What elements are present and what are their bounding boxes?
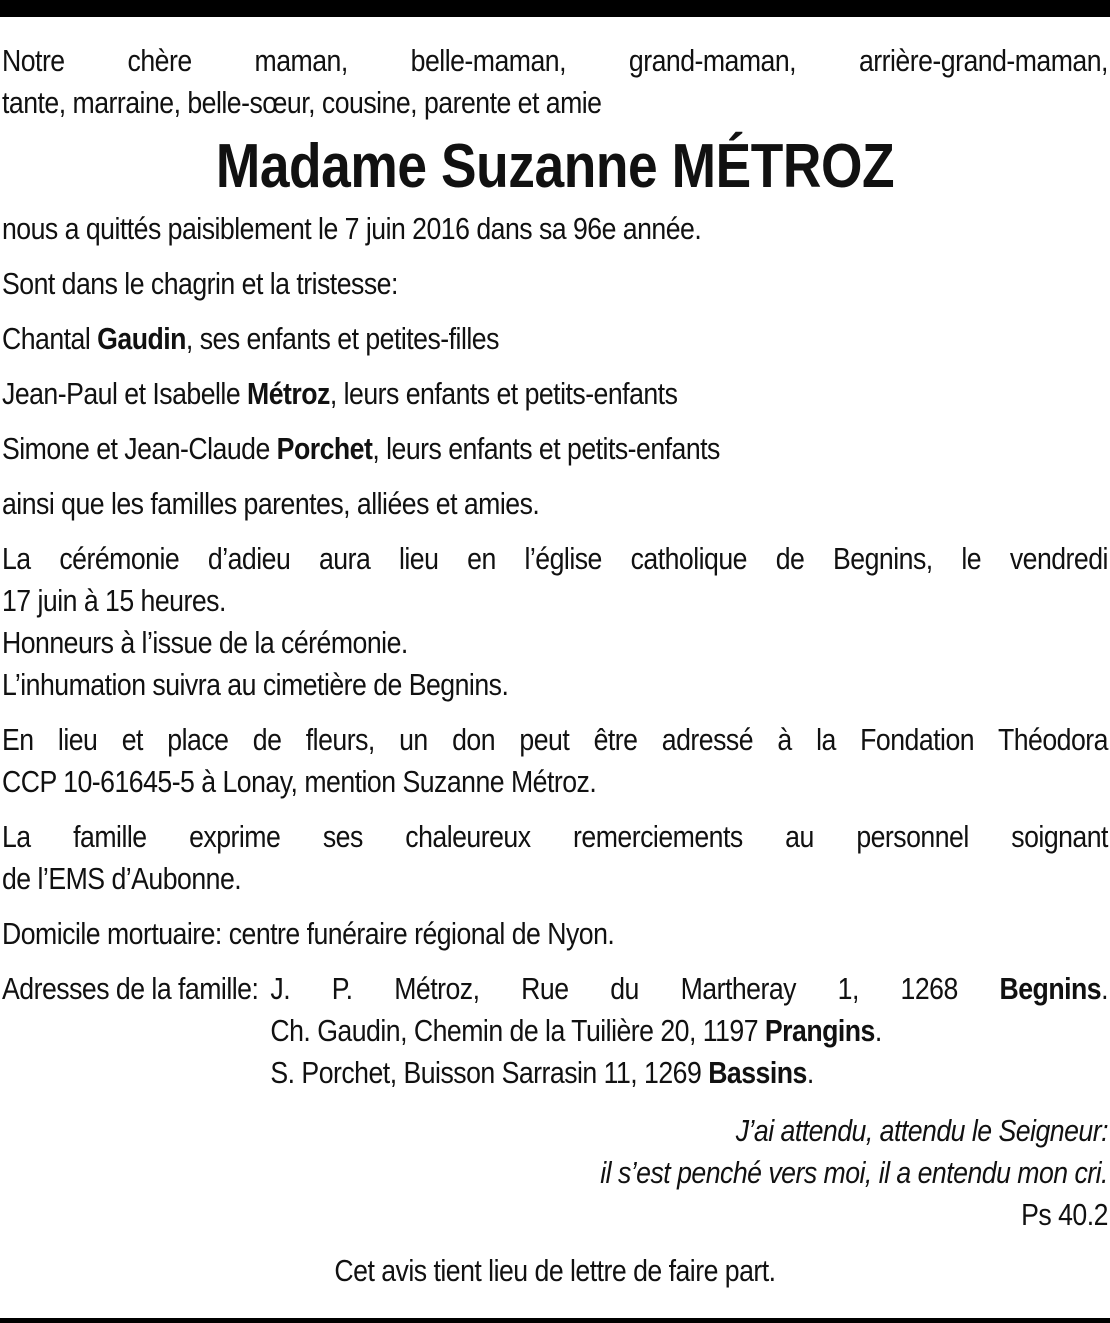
- family-line: [2, 318, 1108, 360]
- family-line: [2, 373, 1108, 415]
- family-first-names: Jean-Paul et Isabelle: [2, 376, 248, 411]
- family-surname: Gaudin: [97, 321, 186, 356]
- verse-line-2: il s’est penché vers moi, il a entendu mon cri.: [600, 1155, 1108, 1190]
- family-surname: Porchet: [276, 431, 373, 466]
- intro-paragraph: [2, 40, 1108, 124]
- intro-line-2: tante, marraine, belle-sœur, cousine, parente et amie: [2, 85, 602, 120]
- family-line: [2, 428, 1108, 470]
- address-end: .: [1101, 971, 1108, 1006]
- deceased-name: Madame Suzanne MÉTROZ: [215, 132, 895, 201]
- donation-paragraph: [2, 719, 1108, 803]
- family-first-names: Simone et Jean-Claude: [2, 431, 277, 466]
- address-town: Prangins: [764, 1013, 875, 1048]
- passing-statement: nous a quittés paisiblement le 7 juin 2016 dans sa 96e année.: [2, 211, 702, 246]
- family-surname: Métroz: [247, 376, 330, 411]
- address-town: Begnins: [999, 971, 1102, 1006]
- addresses-label: Adresses de la famille:: [2, 971, 259, 1006]
- ceremony-line-1: La cérémonie d’adieu aura lieu en l’église catholique de Begnins, le vendredi: [2, 541, 1108, 576]
- thanks-line-1: La famille exprime ses chaleureux remerciements au personnel soignant: [2, 819, 1108, 854]
- family-first-names: Chantal: [2, 321, 98, 356]
- verse-reference: Ps 40.2: [1021, 1197, 1108, 1232]
- family-relation: , leurs enfants et petits-enfants: [372, 431, 720, 466]
- address-town: Bassins: [708, 1055, 807, 1090]
- address-line: [270, 1052, 1108, 1094]
- address-text: Ch. Gaudin, Chemin de la Tuilière 20, 1197: [270, 1013, 765, 1048]
- address-text: J. P. Métroz, Rue du Martheray 1, 1268: [270, 971, 1000, 1006]
- addresses-list: [270, 968, 1108, 1094]
- thanks-line-2: de l’EMS d’Aubonne.: [2, 861, 242, 896]
- intro-line-1: Notre chère maman, belle-maman, grand-maman, arrière-grand-maman,: [2, 43, 1108, 78]
- address-line: [270, 1010, 1108, 1052]
- address-end: .: [806, 1055, 814, 1090]
- family-addresses: [2, 968, 1108, 1094]
- top-border-rule: [0, 0, 1110, 17]
- family-relation: , leurs enfants et petits-enfants: [329, 376, 678, 411]
- domicile-mortuaire: Domicile mortuaire: centre funéraire régional de Nyon.: [2, 916, 615, 951]
- psalm-verse: [2, 1110, 1108, 1194]
- ceremony-line-4: L’inhumation suivra au cimetière de Begnins.: [2, 667, 509, 702]
- thanks-paragraph: [2, 816, 1108, 900]
- donation-line-2: CCP 10-61645-5 à Lonay, mention Suzanne Métroz.: [2, 764, 597, 799]
- closing-note: Cet avis tient lieu de lettre de faire part.: [334, 1253, 776, 1288]
- donation-line-1: En lieu et place de fleurs, un don peut être adressé à la Fondation Théodora: [2, 722, 1108, 757]
- ceremony-paragraph: [2, 538, 1108, 706]
- family-relation: , ses enfants et petites-filles: [185, 321, 499, 356]
- grief-intro: Sont dans le chagrin et la tristesse:: [2, 266, 398, 301]
- ceremony-line-3: Honneurs à l’issue de la cérémonie.: [2, 625, 408, 660]
- address-end: .: [874, 1013, 882, 1048]
- bottom-border-rule: [0, 1318, 1110, 1323]
- ceremony-line-2: 17 juin à 15 heures.: [2, 583, 226, 618]
- verse-line-1: J’ai attendu, attendu le Seigneur:: [735, 1113, 1108, 1148]
- extended-family: ainsi que les familles parentes, alliées et amies.: [2, 486, 540, 521]
- obituary-notice: [2, 40, 1108, 1292]
- address-line: [270, 968, 1108, 1010]
- address-text: S. Porchet, Buisson Sarrasin 11, 1269: [270, 1055, 709, 1090]
